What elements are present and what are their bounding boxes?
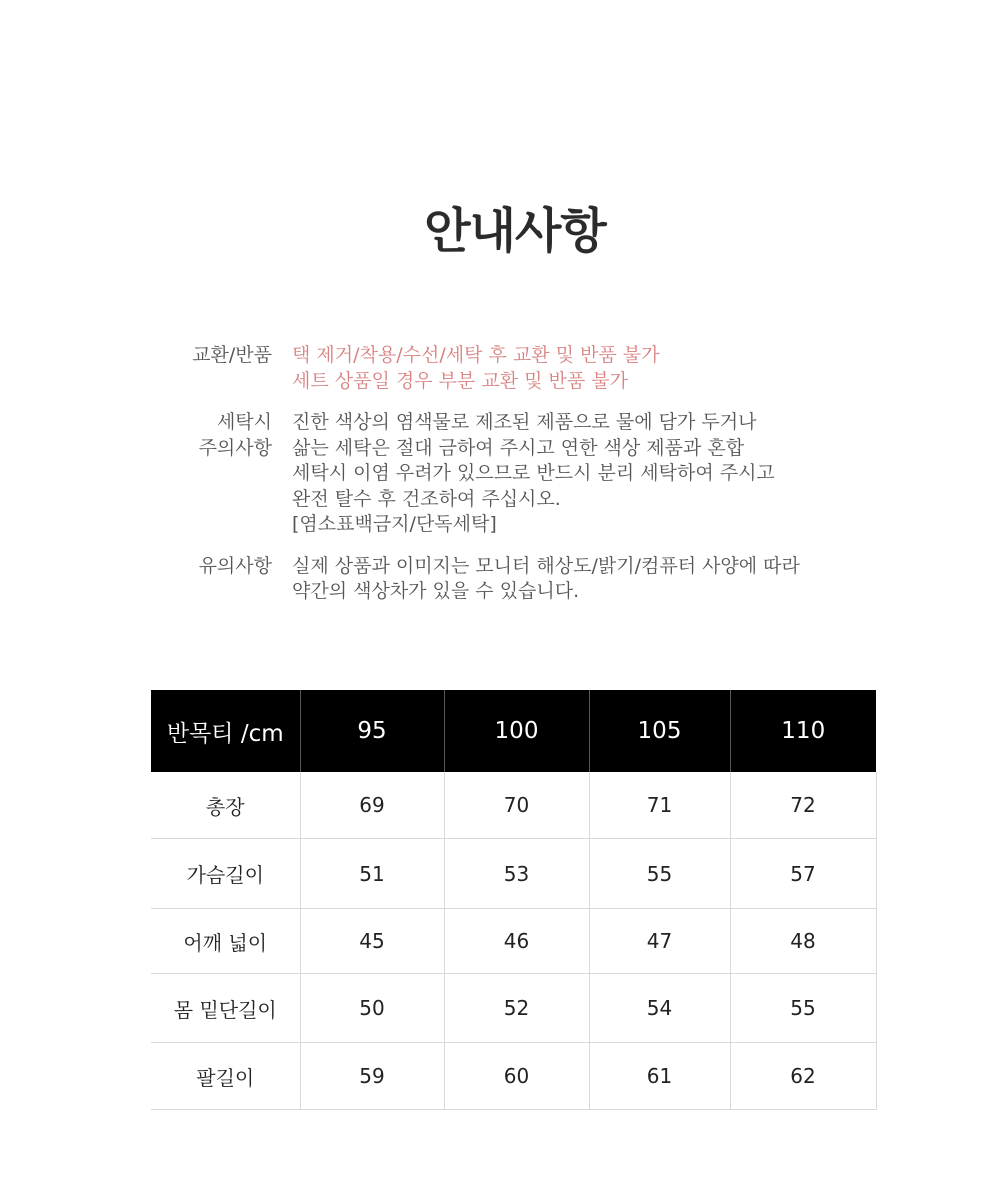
header-cell: 반목티 /cm	[151, 690, 300, 772]
notice-washing	[180, 410, 880, 538]
notice-washing-label: 세탁시 주의사항	[198, 411, 272, 459]
notice-caution	[180, 554, 880, 605]
table-cell: 46	[444, 909, 589, 974]
header-cell: 95	[300, 690, 444, 772]
page-title: 안내사항	[424, 203, 606, 259]
table-cell: 53	[444, 839, 589, 909]
notice-caution-label: 유의사항	[198, 554, 272, 577]
row-label: 가슴길이	[151, 839, 300, 909]
notice-section	[180, 343, 880, 621]
table-cell: 59	[300, 1043, 444, 1110]
table-cell: 70	[444, 772, 589, 839]
row-label: 어깨 넓이	[151, 909, 300, 974]
table-row	[151, 909, 876, 974]
header-cell: 110	[730, 690, 876, 772]
table-row	[151, 1043, 876, 1110]
row-label: 총장	[151, 772, 300, 839]
size-table-header	[151, 690, 876, 772]
notice-caution-text: 실제 상품과 이미지는 모니터 해상도/밝기/컴퓨터 사양에 따라 약간의 색상차가 있을 수 있습니다.	[292, 554, 800, 602]
table-cell: 61	[589, 1043, 730, 1110]
table-cell: 50	[300, 974, 444, 1043]
row-label: 팔길이	[151, 1043, 300, 1110]
notice-exchange-text: 택 제거/착용/수선/세탁 후 교환 및 반품 불가 세트 상품일 경우 부분 교환 및 반품 불가	[292, 344, 660, 392]
table-cell: 60	[444, 1043, 589, 1110]
notice-exchange	[180, 343, 880, 394]
table-row	[151, 974, 876, 1043]
table-cell: 55	[730, 974, 876, 1043]
table-cell: 47	[589, 909, 730, 974]
table-cell: 57	[730, 839, 876, 909]
header-cell: 100	[444, 690, 589, 772]
table-row	[151, 839, 876, 909]
row-label: 몸 밑단길이	[151, 974, 300, 1043]
table-row	[151, 772, 876, 839]
table-cell: 51	[300, 839, 444, 909]
size-table	[151, 690, 877, 1110]
table-cell: 55	[589, 839, 730, 909]
header-cell: 105	[589, 690, 730, 772]
table-cell: 48	[730, 909, 876, 974]
notice-exchange-label: 교환/반품	[192, 344, 272, 366]
table-cell: 52	[444, 974, 589, 1043]
table-cell: 69	[300, 772, 444, 839]
table-cell: 72	[730, 772, 876, 839]
table-cell: 45	[300, 909, 444, 974]
notice-washing-text: 진한 색상의 염색물로 제조된 제품으로 물에 담가 두거나 삶는 세탁은 절대 금하여 주시고 연한 색상 제품과 혼합 세탁시 이염 우려가 있으므로 반드시 분리 세탁하여 주시고 완전 탈수 후 건조하여 주십시오. [염소표백금지/단독세탁]	[292, 411, 775, 535]
table-cell: 71	[589, 772, 730, 839]
table-cell: 62	[730, 1043, 876, 1110]
table-cell: 54	[589, 974, 730, 1043]
